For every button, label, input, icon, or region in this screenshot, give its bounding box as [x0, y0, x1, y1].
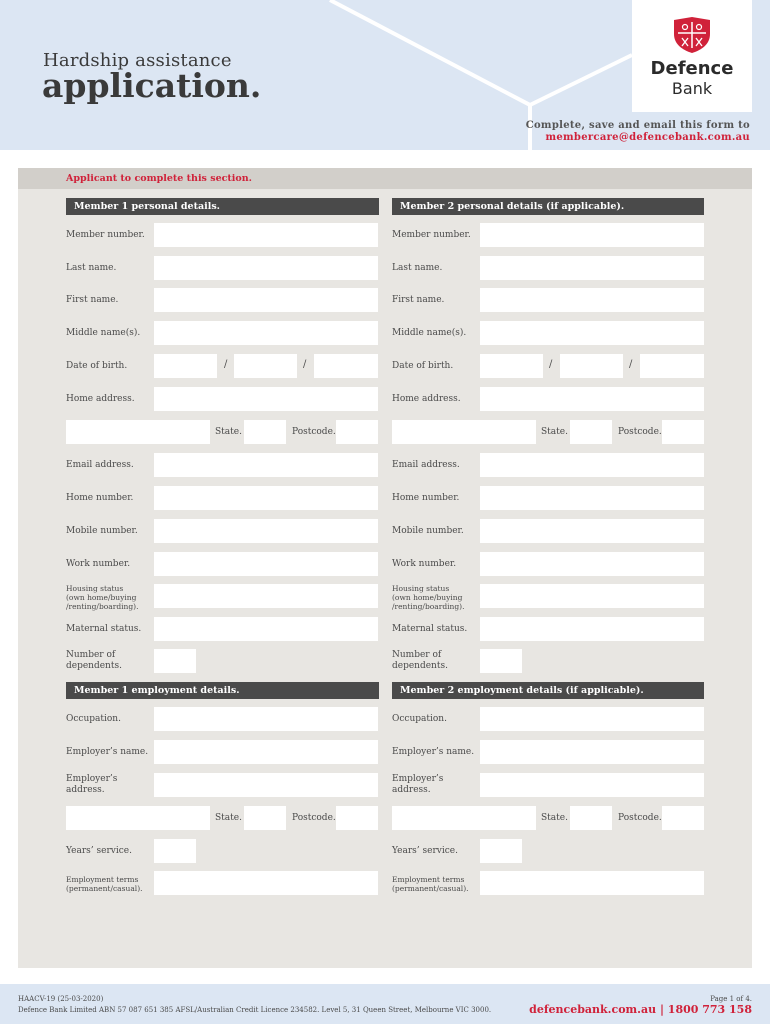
member1-employer-address-field[interactable] — [154, 773, 378, 797]
member1-mobile-number-field[interactable] — [154, 519, 378, 543]
employment-terms-line2: (permanent/casual). — [392, 884, 469, 893]
employer-address-line2: address. — [66, 785, 105, 795]
member1-home-address-field[interactable] — [154, 387, 378, 411]
member2-years-service-label: Years’ service. — [392, 846, 458, 856]
employer-address-line1: Employer’s — [66, 774, 118, 784]
section-label: Applicant to complete this section. — [66, 173, 252, 184]
member2-member-number-field[interactable] — [480, 223, 704, 247]
logo-emblem-icon — [672, 16, 712, 54]
logo-wordmark-2: Bank — [671, 79, 713, 98]
form-code: HAACV-19 (25-03-2020) — [18, 995, 104, 1003]
member2-postcode-field[interactable] — [662, 420, 704, 444]
member1-member-number-label: Member number. — [66, 230, 145, 240]
member1-dob-month-field[interactable] — [234, 354, 297, 378]
employer-address-line1: Employer’s — [392, 774, 444, 784]
member1-employer-name-label: Employer’s name. — [66, 747, 149, 757]
member1-employer-name-field[interactable] — [154, 740, 378, 764]
member2-postcode-label: Postcode. — [618, 427, 662, 437]
member2-employer-address-line2-field[interactable] — [392, 806, 536, 830]
member2-address-line2-field[interactable] — [392, 420, 536, 444]
employment-terms-line1: Employment terms — [66, 875, 139, 884]
member2-dependents-field[interactable] — [480, 649, 522, 673]
member2-last-name-field[interactable] — [480, 256, 704, 280]
member2-employer-name-label: Employer’s name. — [392, 747, 475, 757]
member2-occupation-label: Occupation. — [392, 714, 447, 724]
dependents-line1: Number of — [392, 650, 442, 660]
dependents-line2: dependents. — [66, 661, 122, 671]
member1-marital-status-field[interactable] — [154, 617, 378, 641]
member1-member-number-field[interactable] — [154, 223, 378, 247]
dependents-line1: Number of — [66, 650, 116, 660]
member1-state-label: State. — [215, 427, 242, 437]
member1-first-name-field[interactable] — [154, 288, 378, 312]
member1-housing-status-field[interactable] — [154, 584, 378, 608]
member1-middle-names-field[interactable] — [154, 321, 378, 345]
member2-middle-names-field[interactable] — [480, 321, 704, 345]
submit-instruction: Complete, save and email this form to — [525, 120, 750, 131]
logo-wordmark-1: Defence — [650, 58, 734, 79]
member2-employer-state-label: State. — [541, 813, 568, 823]
form-area — [18, 168, 752, 968]
member1-dob-year-field[interactable] — [314, 354, 378, 378]
member1-home-number-label: Home number. — [66, 493, 134, 503]
member1-dob-slash-1: / — [224, 359, 228, 370]
member2-middle-names-label: Middle name(s). — [392, 328, 467, 338]
member1-dependents-label — [66, 650, 122, 672]
member2-marital-status-field[interactable] — [480, 617, 704, 641]
member1-employer-postcode-label: Postcode. — [292, 813, 336, 823]
member2-dob-year-field[interactable] — [640, 354, 704, 378]
legal-text: Defence Bank Limited ABN 57 087 651 385 AFSL/Australian Credit Licence 234582. Level 5, 31 Queen Street, Melbourne VIC 3000. — [18, 1006, 492, 1014]
member2-employer-state-field[interactable] — [570, 806, 612, 830]
employment-terms-line2: (permanent/casual). — [66, 884, 143, 893]
member2-marital-status-label: Maternal status. — [392, 624, 468, 634]
member1-occupation-field[interactable] — [154, 707, 378, 731]
section-header — [18, 168, 752, 189]
housing-status-line3: /renting/boarding). — [66, 602, 139, 611]
member1-first-name-label: First name. — [66, 295, 119, 305]
member1-dob-day-field[interactable] — [154, 354, 217, 378]
member2-last-name-label: Last name. — [392, 263, 443, 273]
defence-bank-logo — [632, 0, 752, 112]
housing-status-line3: /renting/boarding). — [392, 602, 465, 611]
member2-employment-terms-label — [392, 875, 469, 893]
member2-personal-header: Member 2 personal details (if applicable). — [392, 198, 704, 215]
member1-dob-slash-2: / — [303, 359, 307, 370]
member2-employer-address-field[interactable] — [480, 773, 704, 797]
member1-work-number-field[interactable] — [154, 552, 378, 576]
member1-address-line2-field[interactable] — [66, 420, 210, 444]
member2-home-number-field[interactable] — [480, 486, 704, 510]
housing-status-line1: Housing status — [392, 584, 450, 593]
member2-occupation-field[interactable] — [480, 707, 704, 731]
housing-status-line2: (own home/buying — [392, 593, 463, 602]
member1-employer-state-label: State. — [215, 813, 242, 823]
member2-first-name-field[interactable] — [480, 288, 704, 312]
member1-last-name-field[interactable] — [154, 256, 378, 280]
member1-work-number-label: Work number. — [66, 559, 131, 569]
member1-mobile-number-label: Mobile number. — [66, 526, 138, 536]
housing-status-line2: (own home/buying — [66, 593, 137, 602]
member2-housing-status-field[interactable] — [480, 584, 704, 608]
member1-employer-postcode-field[interactable] — [336, 806, 378, 830]
contact-link[interactable]: defencebank.com.au | 1800 773 158 — [529, 1003, 752, 1016]
member2-first-name-label: First name. — [392, 295, 445, 305]
member1-employer-address-label — [66, 774, 117, 796]
member2-email-field[interactable] — [480, 453, 704, 477]
member2-home-number-label: Home number. — [392, 493, 460, 503]
member2-dependents-label — [392, 650, 448, 672]
member1-personal-header: Member 1 personal details. — [66, 198, 379, 215]
member2-employer-name-field[interactable] — [480, 740, 704, 764]
member2-work-number-field[interactable] — [480, 552, 704, 576]
member2-employment-header: Member 2 employment details (if applicable). — [392, 682, 704, 699]
member1-employment-terms-label — [66, 875, 143, 893]
member2-dob-day-field[interactable] — [480, 354, 543, 378]
form-title: application. — [42, 66, 262, 105]
member2-home-address-label: Home address. — [392, 394, 461, 404]
member1-dob-label: Date of birth. — [66, 361, 128, 371]
member1-employment-terms-field[interactable] — [154, 871, 378, 895]
member2-state-field[interactable] — [570, 420, 612, 444]
member2-dob-slash-2: / — [629, 359, 633, 370]
member2-mobile-number-label: Mobile number. — [392, 526, 464, 536]
member2-employer-postcode-label: Postcode. — [618, 813, 662, 823]
member2-email-label: Email address. — [392, 460, 460, 470]
member1-last-name-label: Last name. — [66, 263, 117, 273]
member1-dependents-field[interactable] — [154, 649, 196, 673]
member2-mobile-number-field[interactable] — [480, 519, 704, 543]
member1-middle-names-label: Middle name(s). — [66, 328, 141, 338]
page-number: Page 1 of 4. — [710, 995, 752, 1003]
member1-marital-status-label: Maternal status. — [66, 624, 142, 634]
member1-state-field[interactable] — [244, 420, 286, 444]
member2-home-address-field[interactable] — [480, 387, 704, 411]
member2-years-service-field[interactable] — [480, 839, 522, 863]
dependents-line2: dependents. — [392, 661, 448, 671]
member1-employer-state-field[interactable] — [244, 806, 286, 830]
member1-years-service-field[interactable] — [154, 839, 196, 863]
form-subtitle: Hardship assistance — [43, 50, 232, 71]
member1-home-address-label: Home address. — [66, 394, 135, 404]
member2-employer-postcode-field[interactable] — [662, 806, 704, 830]
member2-work-number-label: Work number. — [392, 559, 457, 569]
member2-dob-month-field[interactable] — [560, 354, 623, 378]
member1-home-number-field[interactable] — [154, 486, 378, 510]
member1-occupation-label: Occupation. — [66, 714, 121, 724]
member2-dob-slash-1: / — [549, 359, 553, 370]
member2-member-number-label: Member number. — [392, 230, 471, 240]
member1-employer-address-line2-field[interactable] — [66, 806, 210, 830]
member2-employer-address-label — [392, 774, 443, 796]
member2-employment-terms-field[interactable] — [480, 871, 704, 895]
member1-housing-status-label — [66, 584, 138, 611]
member2-state-label: State. — [541, 427, 568, 437]
member1-employment-header: Member 1 employment details. — [66, 682, 379, 699]
housing-status-line1: Housing status — [66, 584, 124, 593]
member2-dob-label: Date of birth. — [392, 361, 454, 371]
member1-postcode-label: Postcode. — [292, 427, 336, 437]
member1-postcode-field[interactable] — [336, 420, 378, 444]
employer-address-line2: address. — [392, 785, 431, 795]
employment-terms-line1: Employment terms — [392, 875, 465, 884]
submit-email-link[interactable]: membercare@defencebank.com.au — [545, 132, 750, 143]
member1-email-label: Email address. — [66, 460, 134, 470]
member1-years-service-label: Years’ service. — [66, 846, 132, 856]
member1-email-field[interactable] — [154, 453, 378, 477]
member2-housing-status-label — [392, 584, 464, 611]
